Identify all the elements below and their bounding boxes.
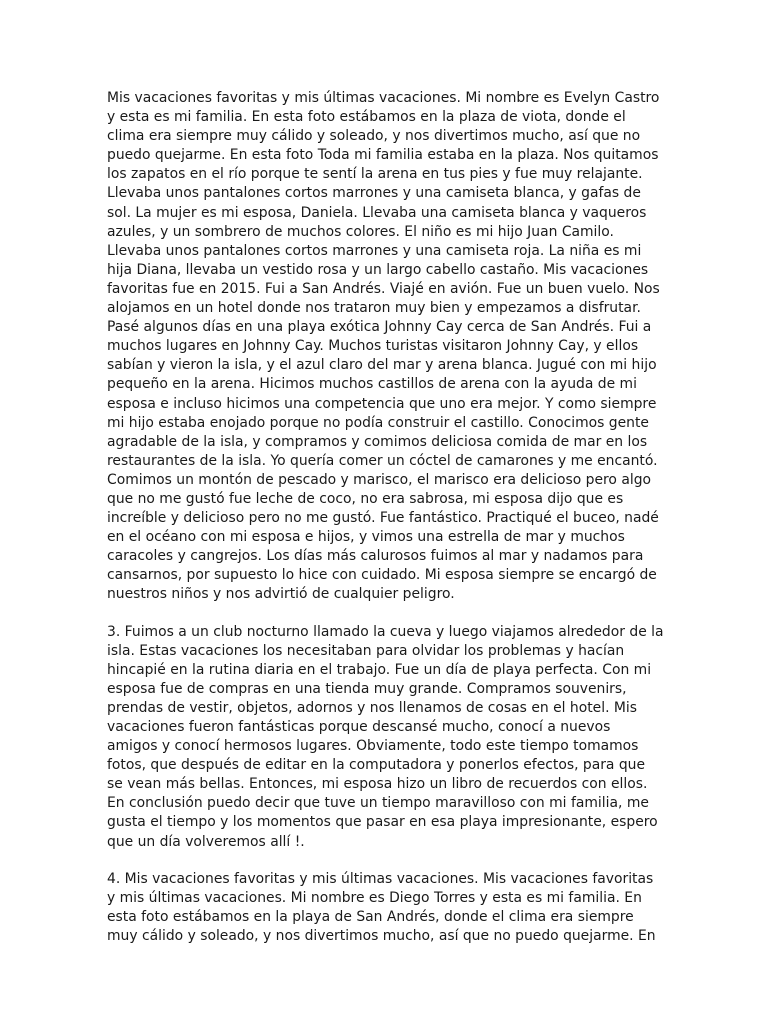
- text-line: hija Diana, llevaba un vestido rosa y un largo cabello castaño. Mis vacaciones: [107, 261, 649, 278]
- text-line: que un día volveremos allí !.: [107, 833, 305, 850]
- paragraph-3: [107, 870, 663, 946]
- text-line: mi hijo estaba enojado porque no podía construir el castillo. Conocimos gente: [107, 414, 649, 431]
- text-line: puedo quejarme. En esta foto Toda mi familia estaba en la plaza. Nos quitamos: [107, 147, 659, 164]
- text-line: pequeño en la arena. Hicimos muchos castillos de arena con la ayuda de mi: [107, 376, 637, 393]
- text-line: En conclusión puedo decir que tuve un tiempo maravilloso con mi familia, me: [107, 795, 649, 812]
- text-line: Comimos un montón de pescado y marisco, el marisco era delicioso pero algo: [107, 471, 652, 488]
- paragraph-1: [107, 89, 663, 605]
- text-line: los zapatos en el río porque te sentí la arena en tus pies y fue muy relajante.: [107, 166, 643, 183]
- text-line: fotos, que después de editar en la computadora y ponerlos efectos, para que: [107, 757, 646, 774]
- text-line: hincapié en la rutina diaria en el trabajo. Fue un día de playa perfecta. Con mi: [107, 661, 652, 678]
- document-body: [107, 89, 663, 964]
- text-line: se vean más bellas. Entonces, mi esposa hizo un libro de recuerdos con ellos.: [107, 776, 648, 793]
- text-line: caracoles y cangrejos. Los días más calurosos fuimos al mar y nadamos para: [107, 548, 644, 565]
- text-line: sol. La mujer es mi esposa, Daniela. Llevaba una camiseta blanca y vaqueros: [107, 204, 647, 221]
- text-line: y mis últimas vacaciones. Mi nombre es Diego Torres y esta es mi familia. En: [107, 889, 642, 906]
- text-line: nuestros niños y nos advirtió de cualquier peligro.: [107, 586, 455, 603]
- text-line: increíble y delicioso pero no me gustó. Fue fantástico. Practiqué el buceo, nadé: [107, 510, 659, 527]
- text-line: esposa fue de compras en una tienda muy grande. Compramos souvenirs,: [107, 680, 627, 697]
- text-line: Llevaba unos pantalones cortos marrones y una camiseta roja. La niña es mi: [107, 242, 642, 259]
- text-line: Pasé algunos días en una playa exótica Johnny Cay cerca de San Andrés. Fui a: [107, 319, 652, 336]
- text-line: gusta el tiempo y los momentos que pasar en esa playa impresionante, espero: [107, 814, 658, 831]
- text-line: sabían y vieron la isla, y el azul claro del mar y arena blanca. Jugué con mi hijo: [107, 357, 657, 374]
- text-line: que no me gustó fue leche de coco, no era sabrosa, mi esposa dijo que es: [107, 490, 624, 507]
- text-line: esta foto estábamos en la playa de San Andrés, donde el clima era siempre: [107, 908, 634, 925]
- text-line: prendas de vestir, objetos, adornos y nos llenamos de cosas en el hotel. Mis: [107, 699, 637, 716]
- text-line: y esta es mi familia. En esta foto estábamos en la plaza de viota, donde el: [107, 109, 626, 126]
- text-line: alojamos en un hotel donde nos trataron muy bien y empezamos a disfrutar.: [107, 300, 641, 317]
- text-line: muchos lugares en Johnny Cay. Muchos turistas visitaron Johnny Cay, y ellos: [107, 338, 639, 355]
- text-line: isla. Estas vacaciones los necesitaban para olvidar los problemas y hacían: [107, 642, 625, 659]
- paragraph-2: [107, 623, 663, 852]
- text-line: cansarnos, por supuesto lo hice con cuidado. Mi esposa siempre se encargó de: [107, 567, 657, 584]
- text-line: favoritas fue en 2015. Fui a San Andrés. Viajé en avión. Fue un buen vuelo. Nos: [107, 280, 660, 297]
- text-line: Mis vacaciones favoritas y mis últimas vacaciones. Mi nombre es Evelyn Castro: [107, 90, 660, 106]
- text-line: en el océano con mi esposa e hijos, y vimos una estrella de mar y muchos: [107, 529, 625, 546]
- text-line: 4. Mis vacaciones favoritas y mis últimas vacaciones. Mis vacaciones favoritas: [107, 870, 654, 887]
- text-line: 3. Fuimos a un club nocturno llamado la cueva y luego viajamos alrededor de la: [107, 623, 664, 640]
- text-line: muy cálido y soleado, y nos divertimos mucho, así que no puedo quejarme. En: [107, 927, 656, 944]
- text-line: agradable de la isla, y compramos y comimos deliciosa comida de mar en los: [107, 433, 648, 450]
- text-line: amigos y conocí hermosos lugares. Obviamente, todo este tiempo tomamos: [107, 738, 639, 755]
- text-line: restaurantes de la isla. Yo quería comer un cóctel de camarones y me encantó.: [107, 452, 658, 469]
- text-line: Llevaba unos pantalones cortos marrones y una camiseta blanca, y gafas de: [107, 185, 641, 202]
- text-line: azules, y un sombrero de muchos colores. El niño es mi hijo Juan Camilo.: [107, 223, 614, 240]
- text-line: vacaciones fueron fantásticas porque descansé mucho, conocí a nuevos: [107, 719, 611, 735]
- text-line: clima era siempre muy cálido y soleado, y nos divertimos mucho, así que no: [107, 128, 641, 145]
- text-line: esposa e incluso hicimos una competencia que uno era mejor. Y como siempre: [107, 395, 657, 412]
